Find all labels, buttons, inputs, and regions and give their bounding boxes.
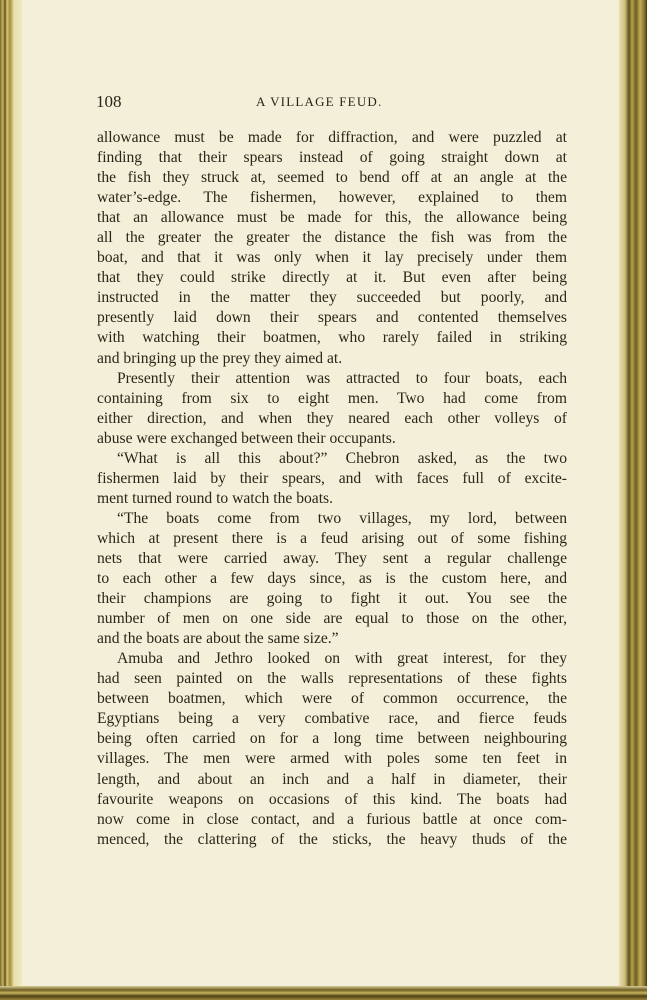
- text-line: favourite weapons on occasions of this kind. The boats had: [97, 790, 567, 808]
- text-line: presently laid down their spears and contented themselves: [97, 309, 567, 327]
- text-line: their champions are going to fight it out. You see the: [97, 590, 567, 608]
- text-line: being often carried on for a long time between neighbouring: [97, 730, 567, 748]
- text-line: menced, the clattering of the sticks, the heavy thuds of the: [97, 830, 567, 848]
- text-line: Amuba and Jethro looked on with great interest, for they: [117, 650, 567, 668]
- text-line: allowance must be made for diffraction, and were puzzled at: [97, 129, 567, 146]
- text-line: “What is all this about?” Chebron asked, as the two: [117, 449, 567, 467]
- text-line: “The boats come from two villages, my lord, between: [117, 509, 567, 527]
- text-line: finding that their spears instead of going straight down at: [97, 149, 567, 167]
- text-line: Presently their attention was attracted to four boats, each: [117, 369, 567, 387]
- text-line: containing from six to eight men. Two had come from: [97, 389, 567, 407]
- text-line: villages. The men were armed with poles some ten feet in: [97, 750, 567, 768]
- text-line: now come in close contact, and a furious battle at once com-: [97, 810, 567, 828]
- text-line: to each other a few days since, as is the custom here, and: [97, 570, 567, 588]
- text-line: nets that were carried away. They sent a regular challenge: [97, 549, 567, 567]
- text-line: length, and about an inch and a half in diameter, their: [97, 770, 567, 788]
- text-line: all the greater the greater the distance the fish was from the: [97, 229, 567, 247]
- book-binding-right: [619, 0, 647, 1000]
- text-line: instructed in the matter they succeeded but poorly, and: [97, 289, 567, 307]
- page-number: 108: [96, 92, 122, 111]
- text-line: with watching their boatmen, who rarely failed in striking: [97, 329, 567, 347]
- text-line: and bringing up the prey they aimed at.: [97, 349, 343, 367]
- text-line: the fish they struck at, seemed to bend off at an angle at the: [97, 169, 567, 187]
- text-line: between boatmen, which were of common occurrence, the: [97, 690, 567, 708]
- text-line: Egyptians being a very combative race, and fierce feuds: [97, 710, 567, 728]
- running-title: A VILLAGE FEUD.: [256, 94, 383, 109]
- text-line: water’s-edge. The fishermen, however, explained to them: [97, 189, 567, 207]
- text-line: which at present there is a feud arising out of some fishing: [97, 529, 567, 547]
- running-head: [96, 92, 564, 114]
- body-text: [97, 128, 567, 850]
- book-binding-bottom: [0, 986, 647, 1000]
- text-line: number of men on one side are equal to those on the other,: [97, 610, 567, 628]
- text-line: boat, and that it was only when it lay precisely under them: [97, 249, 567, 267]
- text-line: that an allowance must be made for this, the allowance being: [97, 209, 567, 227]
- text-line: that they could strike directly at it. But even after being: [97, 269, 567, 287]
- text-line: either direction, and when they neared each other volleys of: [97, 409, 567, 427]
- text-line: ment turned round to watch the boats.: [97, 489, 334, 507]
- book-binding-left: [0, 0, 22, 1000]
- text-line: and the boats are about the same size.”: [97, 630, 339, 648]
- text-line: had seen painted on the walls representations of these fights: [97, 670, 567, 688]
- text-line: abuse were exchanged between their occupants.: [97, 429, 396, 447]
- text-line: fishermen laid by their spears, and with faces full of excite-: [97, 469, 567, 487]
